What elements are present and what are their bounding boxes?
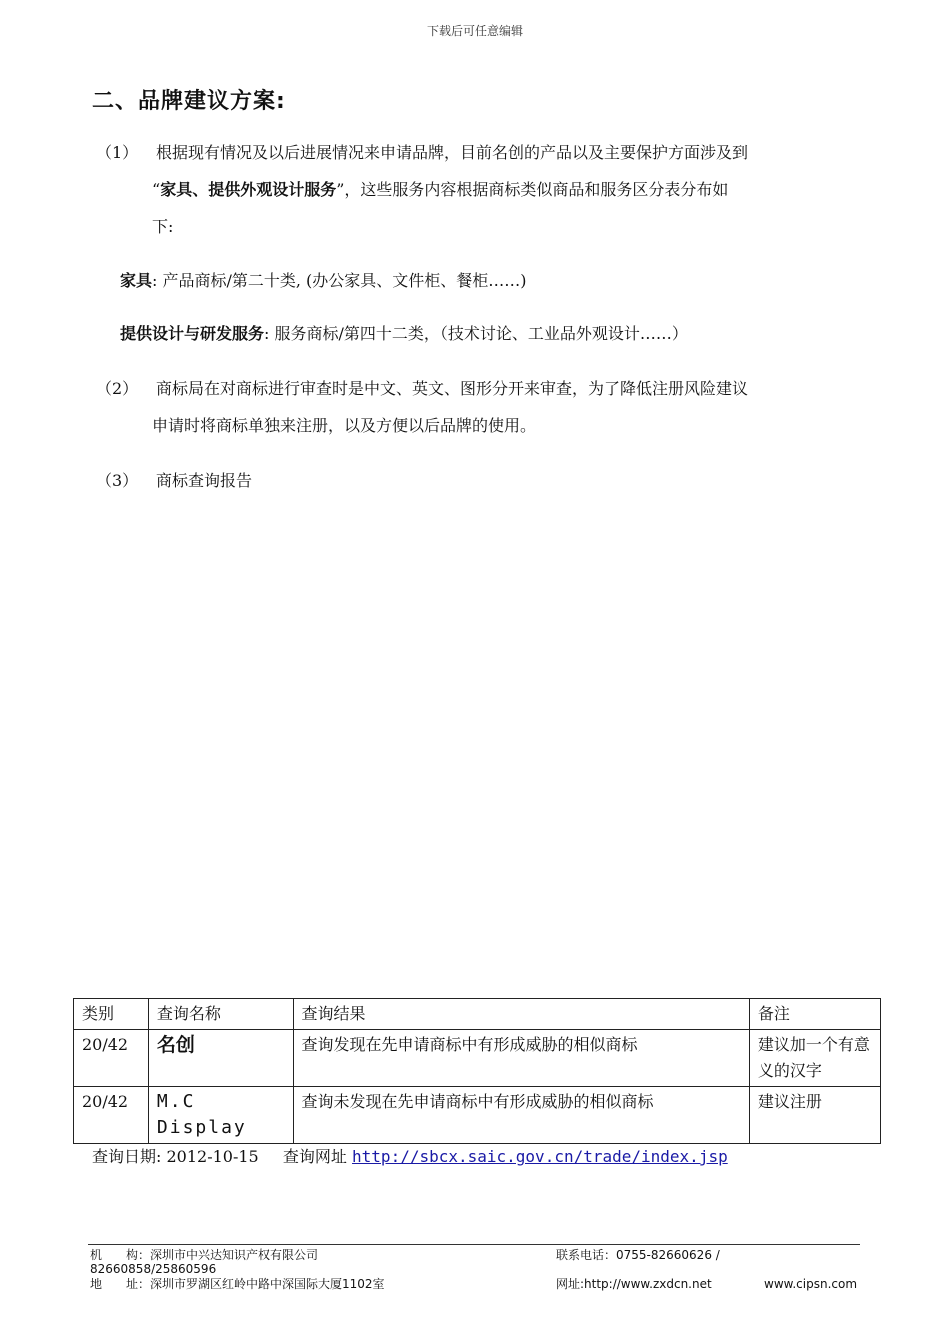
- header-query-result: 查询结果: [293, 999, 749, 1030]
- footer-website-2: www.cipsn.com: [764, 1277, 858, 1291]
- header-category: 类别: [74, 999, 149, 1030]
- cell-name: 名创: [148, 1030, 293, 1087]
- paragraph-2-number: （2）: [96, 379, 139, 398]
- header-query-name: 查询名称: [148, 999, 293, 1030]
- emphasized-services: 家具、提供外观设计服务: [160, 180, 337, 199]
- cell-note: 建议加一个有意义的汉字: [749, 1030, 880, 1087]
- query-url-link[interactable]: http://sbcx.saic.gov.cn/trade/index.jsp: [352, 1147, 728, 1166]
- query-site-label: 查询网址: [282, 1147, 347, 1166]
- query-info: [92, 1144, 728, 1167]
- cell-category: 20/42: [74, 1087, 149, 1144]
- paragraph-3: [96, 462, 252, 499]
- footer-address: 地 址：深圳市罗湖区红岭中路中深国际大厦1102室: [90, 1277, 385, 1291]
- paragraph-1-number: （1）: [96, 143, 139, 162]
- service-text: : 服务商标/第四十二类，（技术讨论、工业品外观设计……）: [264, 324, 688, 343]
- footer-phone-continued: 82660858/25860596: [90, 1262, 217, 1276]
- query-date: 查询日期: 2012-10-15: [92, 1147, 259, 1166]
- cell-note: 建议注册: [749, 1087, 880, 1144]
- footer-organization: 机 构：深圳市中兴达知识产权有限公司: [90, 1248, 319, 1262]
- paragraph-1-line-2: “家具、提供外观设计服务”，这些服务内容根据商标类似商品和服务区分表分布如: [152, 180, 729, 199]
- furniture-label: 家具: [120, 271, 153, 290]
- page-header-note: 下载后可任意编辑: [426, 24, 523, 38]
- table-row: [74, 1087, 881, 1144]
- cell-name: M.C Display: [148, 1087, 293, 1144]
- paragraph-2: [96, 370, 866, 444]
- paragraph-3-text: 商标查询报告: [156, 471, 253, 490]
- cell-category: 20/42: [74, 1030, 149, 1087]
- paragraph-1-line-3: 下:: [152, 217, 174, 236]
- footer-website: 网址:http://www.zxdcn.net: [556, 1277, 712, 1291]
- paragraph-1-line-1: 根据现有情况及以后进展情况来申请品牌，目前名创的产品以及主要保护方面涉及到: [156, 143, 749, 162]
- furniture-text: : 产品商标/第二十类, (办公家具、文件柜、餐柜……): [152, 271, 527, 290]
- section-title: 二、品牌建议方案:: [92, 89, 286, 114]
- paragraph-3-number: （3）: [96, 471, 139, 490]
- paragraph-2-line-2: 申请时将商标单独来注册，以及方便以后品牌的使用。: [152, 416, 537, 435]
- footer-divider: [88, 1244, 860, 1245]
- header-note: 备注: [749, 999, 880, 1030]
- table-header-row: [74, 999, 881, 1030]
- trademark-results-table: [73, 998, 881, 1144]
- paragraph-1: [96, 134, 866, 245]
- cell-result: 查询发现在先申请商标中有形成威胁的相似商标: [293, 1030, 749, 1087]
- service-item: [120, 321, 688, 344]
- service-label: 提供设计与研发服务: [120, 324, 265, 343]
- paragraph-2-line-1: 商标局在对商标进行审查时是中文、英文、图形分开来审查，为了降低注册风险建议: [156, 379, 749, 398]
- table-row: [74, 1030, 881, 1087]
- furniture-item: [120, 268, 527, 291]
- footer-phone: 联系电话：0755-82660626 /: [556, 1248, 720, 1262]
- cell-result: 查询未发现在先申请商标中有形成威胁的相似商标: [293, 1087, 749, 1144]
